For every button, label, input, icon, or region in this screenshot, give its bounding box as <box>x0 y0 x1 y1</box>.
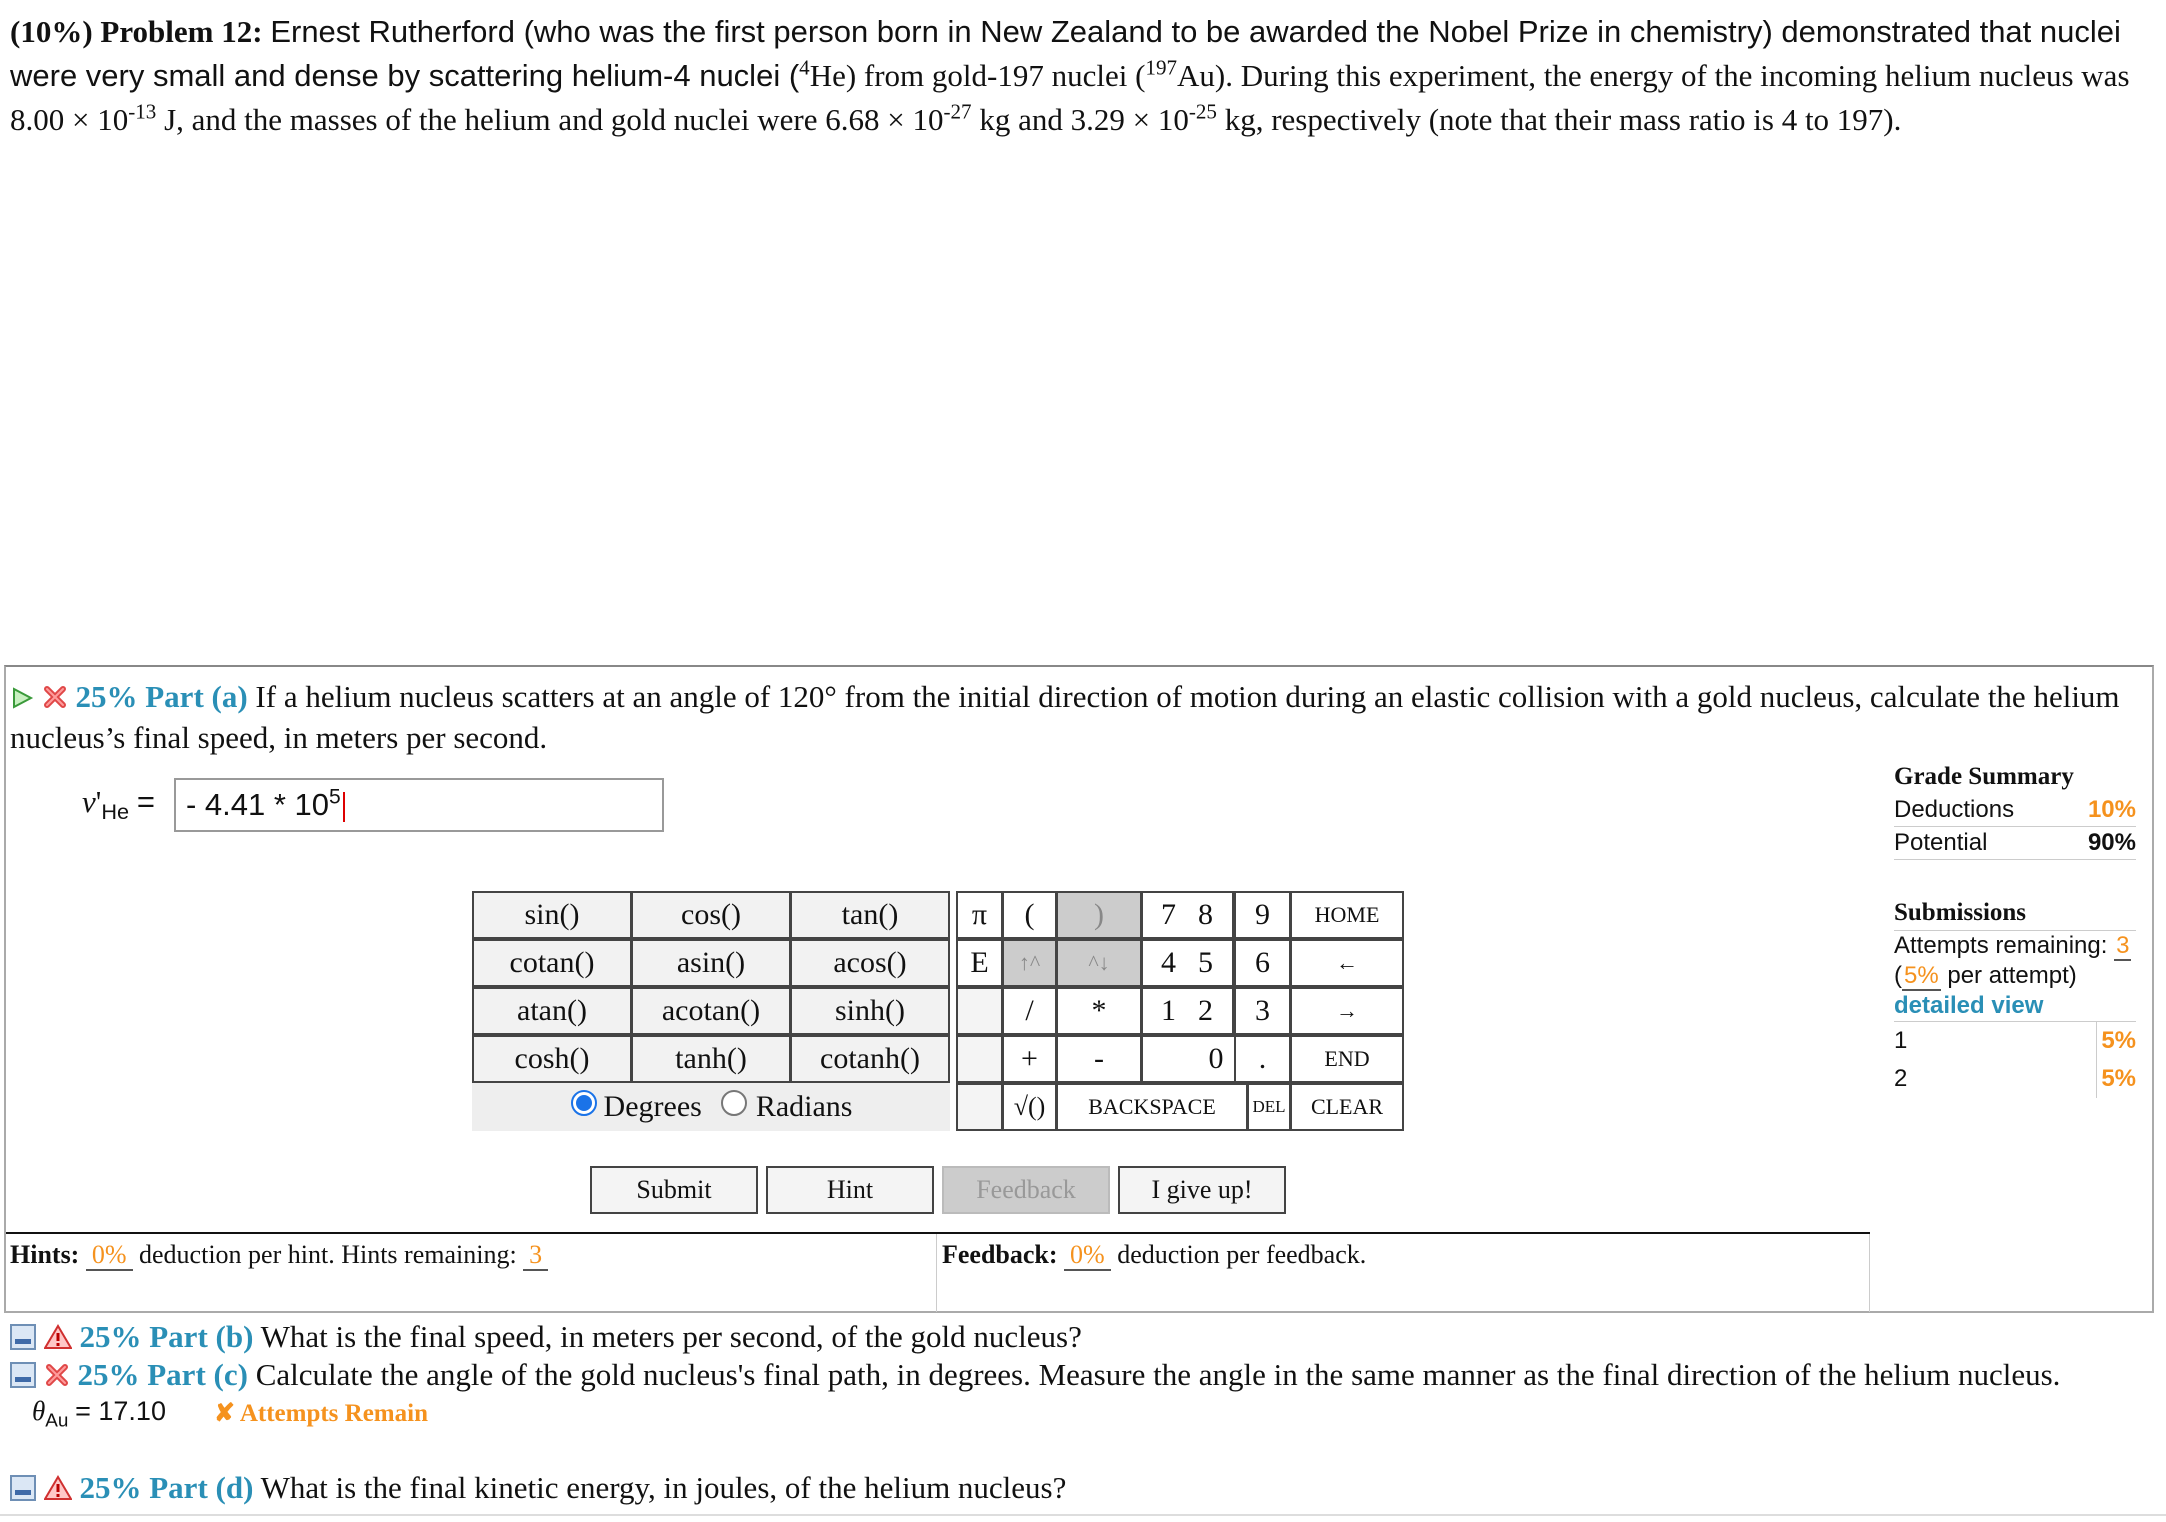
part-b-header[interactable] <box>10 1318 1082 1359</box>
calc-acos-button[interactable]: acos() <box>790 939 950 987</box>
hints-feedback-separator <box>936 1234 937 1312</box>
calc-cotan-button[interactable]: cotan() <box>472 939 632 987</box>
problem-text: Ernest Rutherford (who was the first person born in New Zealand to be awarded the Nobel Prize in chemistry) demonstrated that nuclei were very small and dense by scattering helium-4 nuclei ($^4$He) from gold-197 nuclei ($^{197}$Au). During this experiment, the energy of the incoming helium nucleus was $8.00 \times 10^{-13}$ J, and the masses of the helium and gold nuclei were $6.68 \times 10^{-27}$ kg and $3.29 \times 10^{-25}$ kg, respectively (note that their mass ratio is 4 to 197). <box>10 14 2130 137</box>
calc-digit-2[interactable]: 2 <box>1179 987 1234 1035</box>
calc-open-paren-button[interactable]: ( <box>1002 891 1057 939</box>
part-d-header[interactable] <box>10 1469 1066 1510</box>
calc-digit-8[interactable]: 8 <box>1179 891 1234 939</box>
submission-row: 2 5% <box>1894 1060 2136 1098</box>
calc-plus-button[interactable]: + <box>1002 1035 1057 1083</box>
calc-e-button[interactable]: E <box>956 939 1003 987</box>
part-c-label: Part (c) <box>147 1357 248 1392</box>
submission-row: 1 5% <box>1894 1022 2136 1060</box>
calc-tan-button[interactable]: tan() <box>790 891 950 939</box>
problem-statement <box>10 10 2150 142</box>
calc-right-arrow-button[interactable]: → <box>1290 987 1404 1035</box>
answer-variable-label: $v'_{He}$ = <box>82 784 155 825</box>
potential-row: Potential 90% <box>1894 827 2136 860</box>
submit-button[interactable]: Submit <box>590 1166 758 1214</box>
minimize-icon[interactable] <box>10 1472 36 1510</box>
calc-asin-button[interactable]: asin() <box>631 939 791 987</box>
per-attempt: (5% per attempt) <box>1894 962 2077 989</box>
calc-del-button[interactable]: DEL <box>1247 1083 1291 1131</box>
minimize-icon[interactable] <box>10 1321 36 1359</box>
degrees-label: Degrees <box>603 1090 702 1123</box>
calc-digit-9[interactable]: 9 <box>1234 891 1291 939</box>
part-a-percent: 25% <box>75 679 138 714</box>
part-c-header[interactable] <box>10 1356 2160 1397</box>
part-b-question: What is the final speed, in meters per second, of the gold nucleus? <box>260 1319 1082 1354</box>
calc-digit-4[interactable]: 4 <box>1141 939 1196 987</box>
radians-radio[interactable] <box>720 1089 748 1125</box>
radians-label: Radians <box>755 1090 853 1123</box>
hint-button[interactable]: Hint <box>766 1166 934 1214</box>
calc-divide-button[interactable]: / <box>1002 987 1057 1035</box>
calc-atan-button[interactable]: atan() <box>472 987 632 1035</box>
bottom-divider <box>0 1514 2166 1516</box>
part-c-answer: $\theta_{Au} = 17.10$ <box>32 1396 166 1432</box>
feedback-info: Feedback: 0% deduction per feedback. <box>942 1240 1367 1269</box>
deductions-row: Deductions 10% <box>1894 794 2136 827</box>
degrees-radio[interactable] <box>570 1089 598 1125</box>
calc-digit-7[interactable]: 7 <box>1141 891 1196 939</box>
part-c-question: Calculate the angle of the gold nucleus's final path, in degrees. Measure the angle in the same manner as the final direction of the helium nucleus. <box>255 1357 2061 1392</box>
part-d-question: What is the final kinetic energy, in joules, of the helium nucleus? <box>260 1470 1067 1505</box>
calc-multiply-button[interactable]: * <box>1056 987 1142 1035</box>
calc-sin-button[interactable]: sin() <box>472 891 632 939</box>
feedback-button[interactable]: Feedback <box>942 1166 1110 1214</box>
calc-decimal-button[interactable]: . <box>1234 1035 1291 1083</box>
warning-icon <box>44 1321 72 1359</box>
text-caret <box>343 792 345 822</box>
minimize-icon[interactable] <box>10 1359 36 1397</box>
calc-left-arrow-button[interactable]: ← <box>1290 939 1404 987</box>
calc-digit-3[interactable]: 3 <box>1234 987 1291 1035</box>
answer-input[interactable]: - $4.41 * 10^5$ <box>174 778 664 832</box>
calc-home-button[interactable]: HOME <box>1290 891 1404 939</box>
hints-info: Hints: 0% deduction per hint. Hints remaining: 3 <box>10 1240 548 1270</box>
calc-up-button[interactable]: ↑^ <box>1002 939 1057 987</box>
detailed-view-link[interactable]: detailed view <box>1894 991 2136 1022</box>
calc-backspace-button[interactable]: BACKSPACE <box>1056 1083 1248 1131</box>
part-a-question: If a helium nucleus scatters at an angle of 120° from the initial direction of motion during an elastic collision with a gold nucleus, calculate the helium nucleus’s final speed, in meters per second. <box>10 679 2120 755</box>
hints-right-separator <box>1869 1234 1870 1312</box>
calc-digit-5[interactable]: 5 <box>1179 939 1234 987</box>
play-icon[interactable] <box>10 681 34 719</box>
calc-blank-key <box>956 1083 1003 1131</box>
calc-sqrt-button[interactable]: √() <box>1002 1083 1057 1131</box>
calc-minus-button[interactable]: - <box>1056 1035 1142 1083</box>
calc-down-button[interactable]: ^↓ <box>1056 939 1142 987</box>
calc-acotan-button[interactable]: acotan() <box>631 987 791 1035</box>
calc-cosh-button[interactable]: cosh() <box>472 1035 632 1083</box>
grade-summary-title: Grade Summary <box>1894 763 2074 790</box>
calc-clear-button[interactable]: CLEAR <box>1290 1083 1404 1131</box>
calc-sinh-button[interactable]: sinh() <box>790 987 950 1035</box>
part-a-header <box>10 678 2150 757</box>
calc-digit-1[interactable]: 1 <box>1141 987 1196 1035</box>
hints-divider <box>6 1232 1870 1234</box>
incorrect-x-icon <box>44 1359 70 1397</box>
part-b-label: Part (b) <box>149 1319 254 1354</box>
part-c-percent: 25% <box>77 1357 140 1392</box>
calc-close-paren-button[interactable]: ) <box>1056 891 1142 939</box>
calc-cos-button[interactable]: cos() <box>631 891 791 939</box>
attempts-remain-status: ✘ Attempts Remain <box>214 1400 428 1427</box>
angle-mode-group <box>472 1083 950 1131</box>
calc-blank-key <box>956 987 1003 1035</box>
problem-weight: (10%) <box>10 14 93 49</box>
calc-cotanh-button[interactable]: cotanh() <box>790 1035 950 1083</box>
warning-icon <box>44 1472 72 1510</box>
incorrect-x-icon <box>42 681 68 719</box>
submissions-title: Submissions <box>1894 899 2027 926</box>
calc-digit-6[interactable]: 6 <box>1234 939 1291 987</box>
calc-digit-0[interactable]: 0 <box>1141 1035 1291 1083</box>
part-d-percent: 25% <box>79 1470 142 1505</box>
problem-label: Problem 12: <box>100 14 263 49</box>
calc-blank-key <box>956 1035 1003 1083</box>
part-b-percent: 25% <box>79 1319 142 1354</box>
part-d-label: Part (d) <box>149 1470 254 1505</box>
calc-end-button[interactable]: END <box>1290 1035 1404 1083</box>
calc-tanh-button[interactable]: tanh() <box>631 1035 791 1083</box>
part-a-label: Part (a) <box>145 679 248 714</box>
attempts-remaining: Attempts remaining: 3 <box>1894 930 2136 961</box>
grade-summary <box>1894 760 2136 1098</box>
calc-pi-button[interactable]: π <box>956 891 1003 939</box>
give-up-button[interactable]: I give up! <box>1118 1166 1286 1214</box>
